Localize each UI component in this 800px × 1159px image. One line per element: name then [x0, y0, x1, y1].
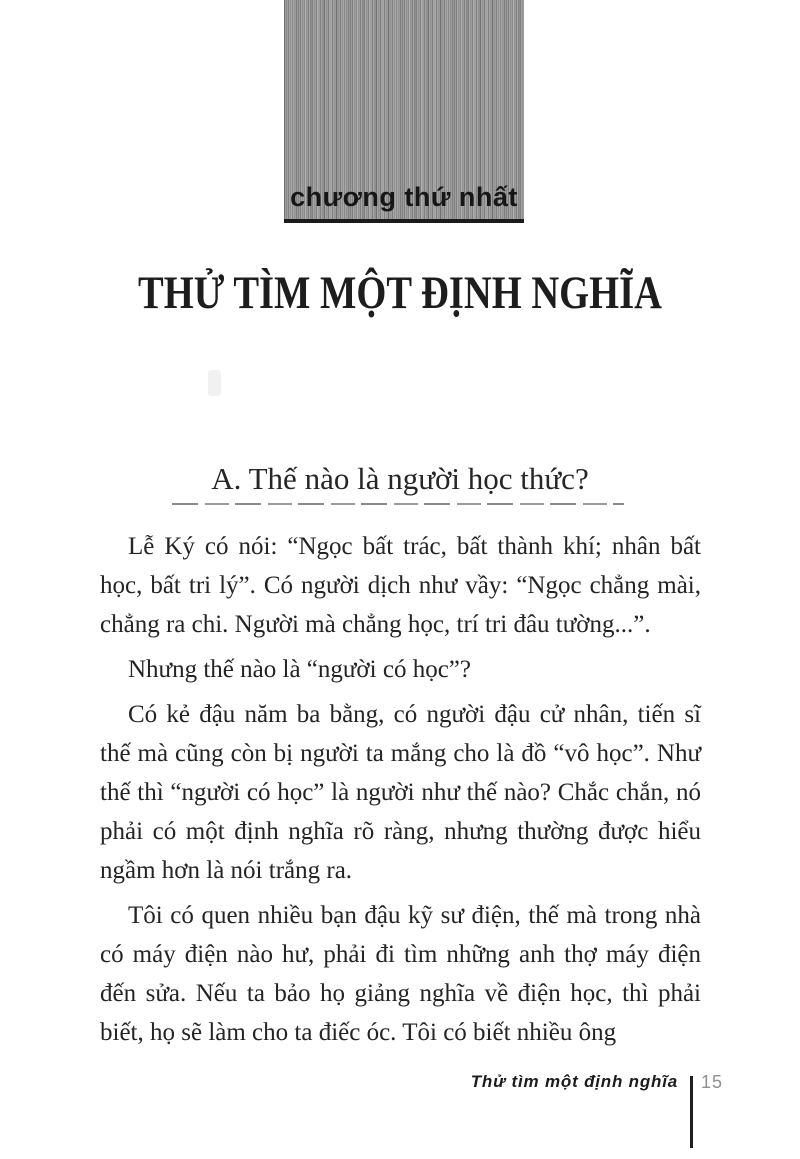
- chapter-label: chương thứ nhất: [290, 182, 518, 212]
- paragraph: Lễ Ký có nói: “Ngọc bất trác, bất thành khí; nhân bất học, bất tri lý”. Có người dịch như vầy: “Ngọc chẳng mài, chẳng ra chi. Người mà chẳng học, trí tri đâu tường...”.: [100, 533, 701, 638]
- page-title: THỬ TÌM MỘT ĐỊNH NGHĨA: [138, 267, 662, 319]
- chapter-banner: [284, 0, 524, 223]
- scan-smudge: [208, 370, 221, 396]
- footer-divider-rule: [690, 1076, 693, 1148]
- paragraph: Có kẻ đậu năm ba bằng, có người đậu cử nhân, tiến sĩ thế mà cũng còn bị người ta mắng cho là đồ “vô học”. Như thế thì “người có học” là người như thế nào? Chắc chắn, nó phải có một định nghĩa rõ ràng, nhưng thường được hiểu ngầm hơn là nói trắng ra.: [100, 701, 701, 884]
- heading-underline: [172, 503, 624, 505]
- paragraph: Nhưng thế nào là “người có học”?: [128, 656, 471, 683]
- body-text: [100, 527, 701, 1058]
- page-number: 15: [701, 1072, 724, 1092]
- section-heading: A. Thế nào là người học thức?: [211, 461, 589, 496]
- footer-running-title: Thử tìm một định nghĩa: [470, 1072, 678, 1091]
- paragraph: Tôi có quen nhiều bạn đậu kỹ sư điện, thế mà trong nhà có máy điện nào hư, phải đi tìm những anh thợ máy điện đến sửa. Nếu ta bảo họ giảng nghĩa về điện học, thì phải biết, họ sẽ làm cho ta điếc óc. Tôi có biết nhiều ông: [100, 902, 701, 1046]
